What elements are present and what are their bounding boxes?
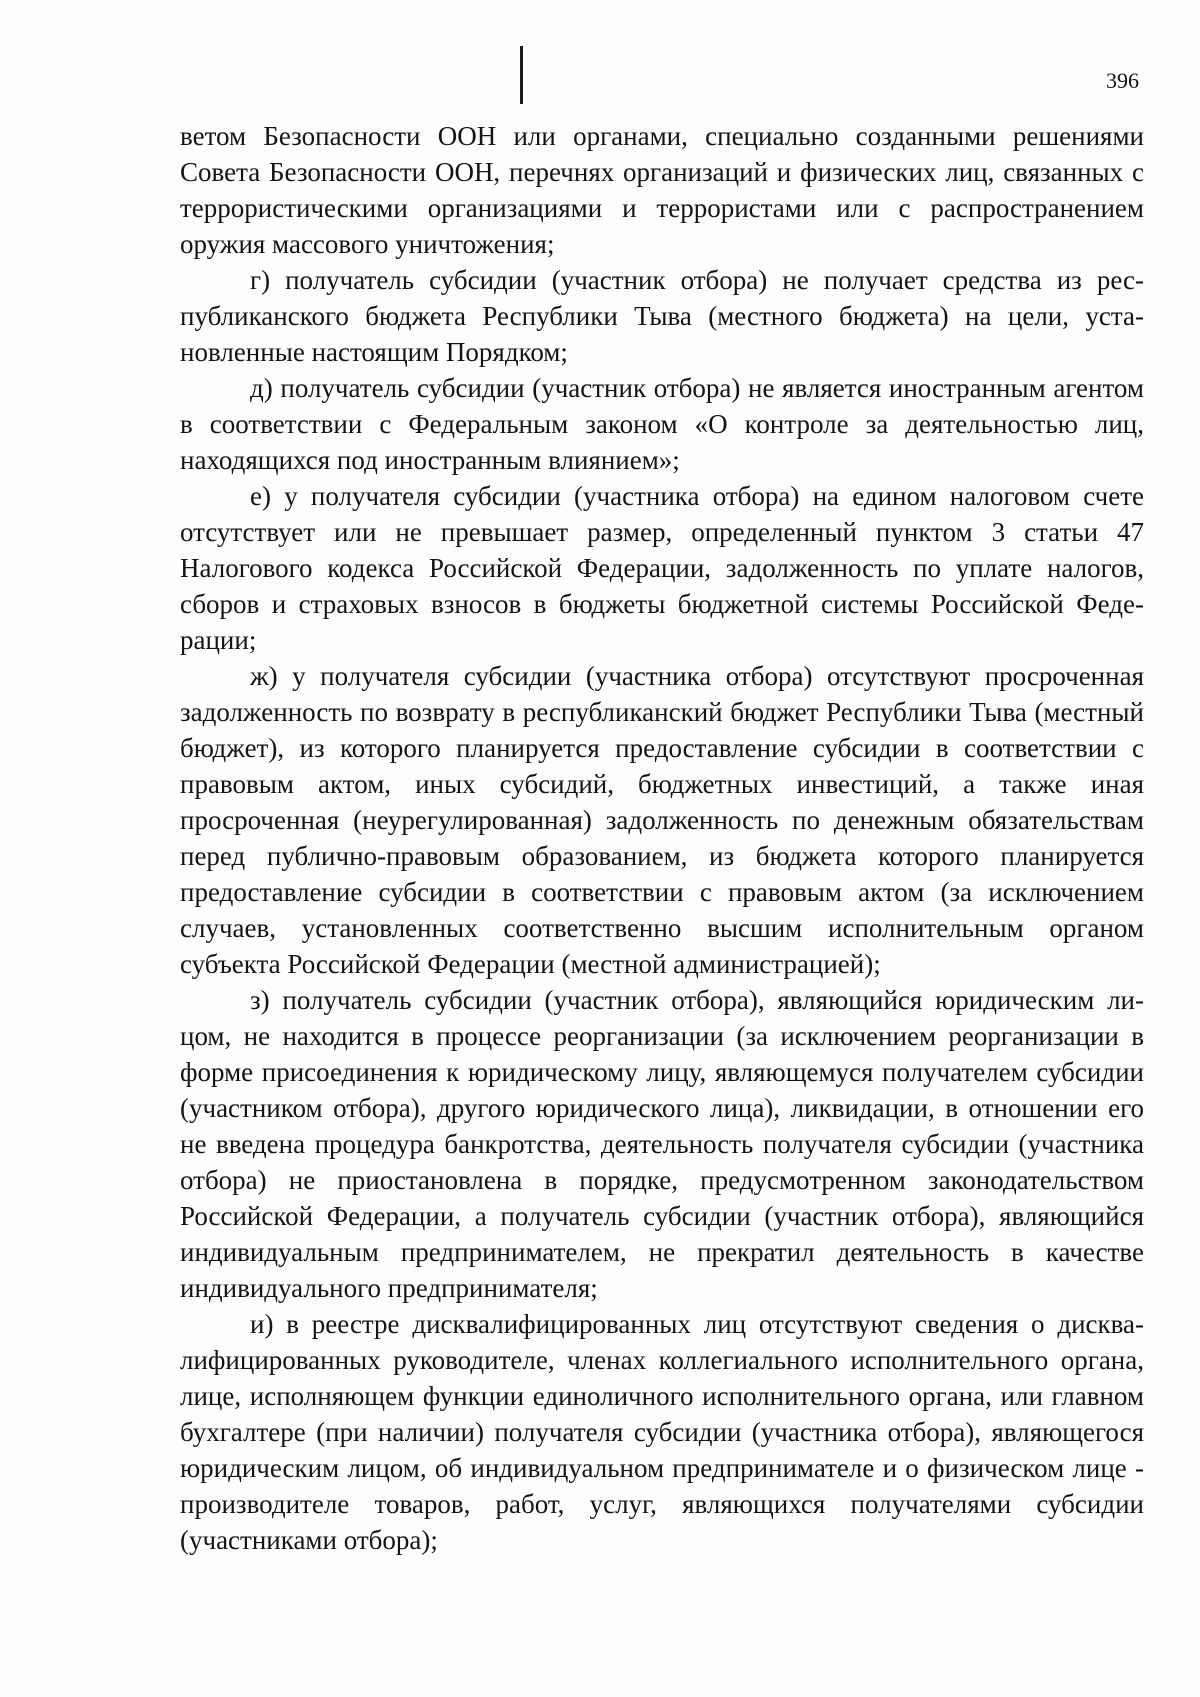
binding-mark [520,46,523,104]
paragraph-item-zh: ж) у получателя субсидии (участника отбора) отсутствуют просроченная задолженность по возврату в республиканский бюджет Республики Тыва (местный бюджет), из которого планируется предоставление субсидии в соответствии с правовым актом, иных субсидий, бюджетных инвестиций, а также иная просроченная (неурегулированная) задолженность по денежным обязательствам перед публично-правовым образованием, из бюджета которого планируется предоставление субсидии в соответствии с правовым актом (за исключением случаев, установленных соответственно высшим исполнительным органом субъекта Российской Федерации (местной администрацией); [180,661,1144,979]
paragraph-item-z: з) получатель субсидии (участник отбора), являющийся юридическим лицом, не находится в процессе реорганизации (за исключением реорганизации в форме присоединения к юридическому лицу, являющемуся получателем субсидии (участником отбора), другого юридического лица), ликвидации, в отношении его не введена процедура банкротства, деятельность получателя субсидии (участника отбора) не приостановлена в порядке, предусмотренном законодательством Российской Федерации, а получатель субсидии (участник отбора), являющийся индивидуальным предпринимателем, не прекратил деятельность в качестве индивидуального предпринимателя; [180,985,1144,1303]
paragraph-item-g: г) получатель субсидии (участник отбора) не получает средства из республиканского бюджета Республики Тыва (местного бюджета) на цели, установленные настоящим Порядком; [180,265,1144,367]
page-number: 396 [1106,68,1139,93]
paragraph-continuation: ветом Безопасности ООН или органами, специально созданными решениями Совета Безопасности ООН, перечнях организаций и физических лиц, связанных с террористическими организациями и террористами или с распространением оружия массового уничтожения; [180,121,1144,259]
document-body [180,118,1144,1558]
paragraph-item-i: и) в реестре дисквалифицированных лиц отсутствуют сведения о дисквалифицированных руководителе, членах коллегиального исполнительного органа, лице, исполняющем функции единоличного исполнительного органа, или главном бухгалтере (при наличии) получателя субсидии (участника отбора), являющегося юридическим лицом, об индивидуальном предпринимателе и о физическом лице - производителе товаров, работ, услуг, являющихся получателями субсидии (участниками отбора); [180,1309,1144,1555]
paragraph-item-e: е) у получателя субсидии (участника отбора) на едином налоговом счете отсутствует или не превышает размер, определенный пунктом 3 статьи 47 Налогового кодекса Российской Федерации, задолженность по уплате налогов, сборов и страховых взносов в бюджеты бюджетной системы Российской Федерации; [180,481,1144,655]
paragraph-item-d: д) получатель субсидии (участник отбора) не является иностранным агентом в соответствии с Федеральным законом «О контроле за деятельностью лиц, находящихся под иностранным влиянием»; [180,373,1144,475]
